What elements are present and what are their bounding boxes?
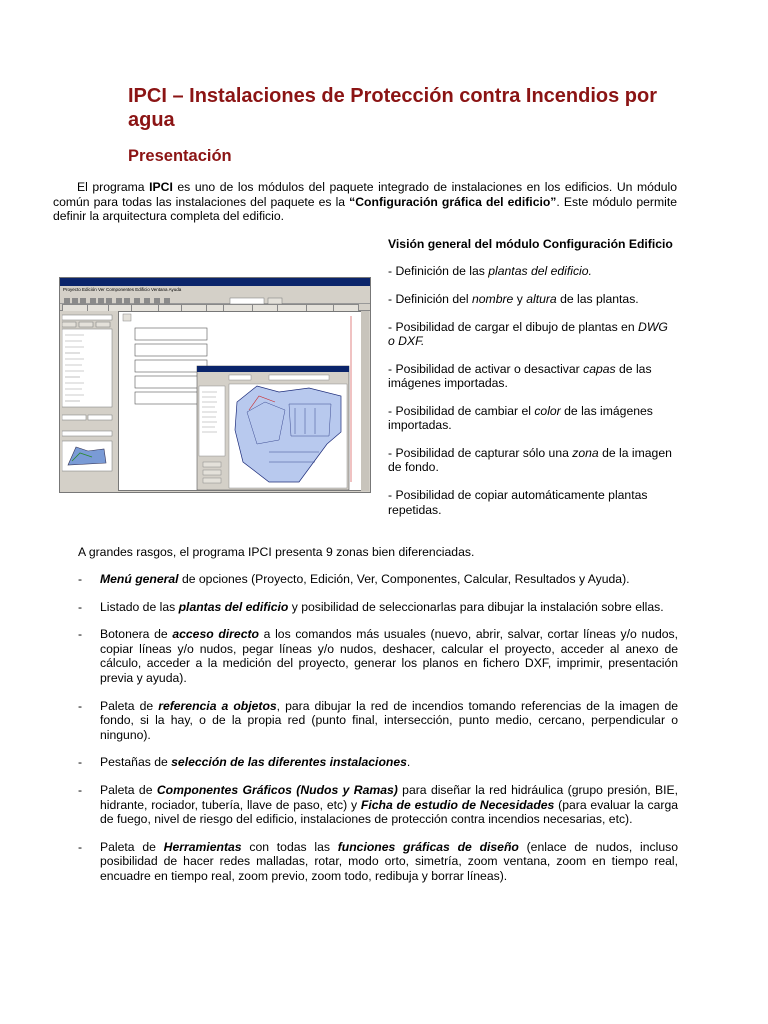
feature-item: - Definición de las plantas del edificio. [388,264,592,279]
window-titlebar [60,278,370,286]
list-item: - Paleta de Herramientas con todas las funciones gráficas de diseño (enlace de nudos, incluso posibilidad de hacer redes malladas, rotar, modo orto, simetría, zoom ventana, zoom en tiempo real, encuadre en tiempo real, zoom previo, zoom todo, redibuja y borrar líneas). [78,839,678,883]
vision-heading: Visión general del módulo Configuración Edificio [388,237,673,251]
floors-panel-graphics [62,311,116,491]
list-item: - Botonera de acceso directo a los comandos más usuales (nuevo, abrir, salvar, cortar líneas y/o nudos, copiar líneas y/o nudos, pegar líneas y/o nudos, deshacer, calcular el proyecto, acceder al anexo de cálculo, acceder a la medición del proyecto, generar los planos en fichero DXF, imprimir, presentación previa y ayuda). [78,627,679,685]
canvas-drawing [119,312,361,490]
intro-text: . Este módulo permite definir la arquitectura completa del edificio. [53,194,678,224]
document-title: IPCI – Instalaciones de Protección contra Incendios por agua [128,85,658,131]
list-item: - Menú general de opciones (Proyecto, Edición, Ver, Componentes, Calcular, Resultados y Ayuda). [78,572,630,586]
vertical-scrollbar [361,311,369,491]
feature-item: - Posibilidad de copiar automáticamente plantas repetidas. [388,488,648,517]
list-item: - Pestañas de selección de las diferentes instalaciones. [78,755,411,770]
intro-bold-config: “Configuración gráfica del edificio” [349,194,557,209]
software-screenshot [59,277,371,493]
vision-column [388,237,673,530]
intro-text: El programa [77,180,150,194]
feature-item: - Posibilidad de activar o desactivar capas de las imágenes importadas. [388,361,652,391]
feature-item: - Posibilidad de capturar sólo una zona de la imagen de fondo. [388,446,672,475]
intro-bold-ipci: IPCI [149,180,173,194]
floors-panel [62,311,116,491]
drawing-canvas [118,311,362,491]
feature-item: - Definición del nombre y altura de las plantas. [388,292,639,307]
list-item: - Paleta de Componentes Gráficos (Nudos y Ramas) para diseñar la red hidráulica (grupo presión, BIE, hidrante, rociador, tubería, llave de paso, etc) y Ficha de estudio de Necesidades (para evaluar la carga de fuego, nivel de riesgo del edificio, instalaciones de protección contra incendios necesarias, etc). [78,782,678,827]
section-heading: Presentación [128,147,232,165]
list-item: - Listado de las plantas del edificio y posibilidad de seleccionarlas para dibujar la instalación sobre ellas. [78,599,664,614]
list-item: - Paleta de referencia a objetos, para dibujar la red de incendios tomando referencias de la imagen de fondo, si la hay, o de la propia red (punto final, intersección, punto medio, cercano, perpendicular o ninguno). [78,698,678,742]
intro-paragraph [53,180,677,224]
feature-item: - Posibilidad de cambiar el color de las imágenes importadas. [388,404,653,433]
intro-text: es uno de los módulos del paquete integrado de instalaciones en los edificios. Un módulo común para todas las instalaciones del paquete es la [53,180,677,209]
summary-paragraph: A grandes rasgos, el programa IPCI presenta 9 zonas bien diferenciadas. [78,545,475,559]
zones-list [78,572,678,897]
menu-bar: Proyecto Edición Ver Componentes Edificio Ventana Ayuda [63,287,182,292]
feature-item: - Posibilidad de cargar el dibujo de plantas en DWG o DXF. [388,319,668,349]
installation-tabs [60,303,370,311]
